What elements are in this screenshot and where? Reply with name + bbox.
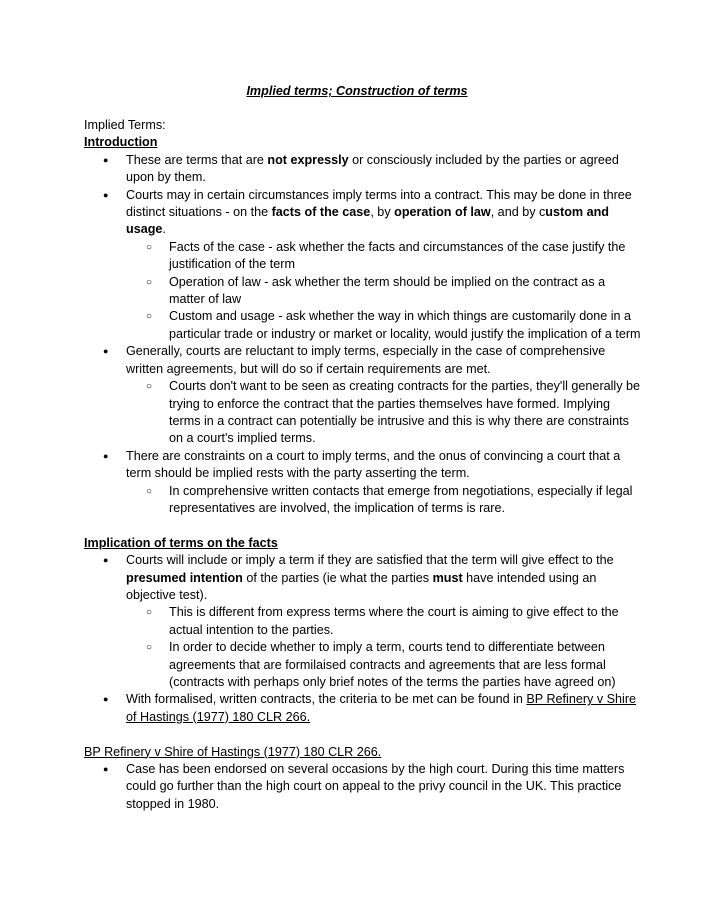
text-run: , and by c xyxy=(490,205,546,220)
text-run: Generally, courts are reluctant to imply terms, especially in the case of comprehensive written agreements, but will do so if certain requirements are met. xyxy=(126,344,606,376)
bp-refinery-list xyxy=(84,761,644,813)
bold-text: ustom and usage xyxy=(126,205,609,237)
list-item xyxy=(84,691,644,726)
sub-list xyxy=(126,239,644,343)
paragraph-gap xyxy=(84,517,644,534)
sub-list xyxy=(126,483,644,518)
text-run: Courts may in certain circumstances imply terms into a contract. This may be done in three distinct situations - on the xyxy=(126,187,632,220)
sub-list-item: ○ In order to decide whether to imply a term, courts tend to differentiate between agreements that are formilaised contracts and agreements that are less formal (contracts with perhaps only brief notes of the terms the parties have agreed on) xyxy=(126,639,644,691)
text-run: These are terms that are xyxy=(126,152,268,167)
bold-text: not expressly xyxy=(267,152,349,167)
bold-text: must xyxy=(432,570,463,585)
bold-text: presumed intention xyxy=(126,570,243,585)
list-item xyxy=(84,152,644,187)
sub-list-item: ○ Courts don't want to be seen as creating contracts for the parties, they'll generally be trying to enforce the contract that the parties themselves have formed. Implying terms in a contract can potentially be intrusive and this is why there are constraints on a court's implied terms. xyxy=(126,378,644,448)
list-item: ● Case has been endorsed on several occasions by the high court. During this time matters could go further than the high court on appeal to the privy council in the UK. This practice stopped in 1980. xyxy=(84,761,644,813)
sub-list xyxy=(126,378,644,448)
text-run: or consciously included by the parties or agreed upon by them. xyxy=(126,152,619,185)
document-title: Implied terms; Construction of terms xyxy=(246,84,468,98)
bold-text: facts of the case xyxy=(271,205,371,220)
text-run: have intended using an objective test). xyxy=(126,570,597,602)
sub-list-item: ○ This is different from express terms where the court is aiming to give effect to the actual intention to the parties. xyxy=(126,604,644,639)
list-item xyxy=(84,552,644,691)
list-item xyxy=(84,448,644,518)
sub-list-item: ○ Facts of the case - ask whether the facts and circumstances of the case justify the justification of the term xyxy=(126,239,644,274)
section-heading-introduction: Introduction xyxy=(84,135,158,150)
implication-list xyxy=(84,552,644,726)
introduction-list xyxy=(84,152,644,518)
paragraph-gap xyxy=(84,726,644,743)
text-run: There are constraints on a court to imply terms, and the onus of convincing a court that a term should be implied rests with the party asserting the term. xyxy=(126,448,621,481)
sub-list-item: ○ Custom and usage - ask whether the way in which things are customarily done in a particular trade or industry or market or locality, would justify the implication of a term xyxy=(126,308,644,343)
case-reference: BP Refinery v Shire of Hastings (1977) 180 CLR 266. xyxy=(126,692,637,724)
intro-label: Implied Terms: xyxy=(84,118,166,132)
list-item xyxy=(84,343,644,447)
bold-text: operation of law xyxy=(394,205,491,220)
text-run: of the parties (ie what the parties xyxy=(242,570,433,585)
text-run: . xyxy=(162,222,166,237)
sub-list-item: ○ In comprehensive written contacts that emerge from negotiations, especially if legal representatives are involved, the implication of terms is rare. xyxy=(126,483,644,518)
text-run: Courts will include or imply a term if they are satisfied that the term will give effect to the xyxy=(126,553,614,568)
sub-list-item: ○ Operation of law - ask whether the term should be implied on the contract as a matter of law xyxy=(126,274,644,309)
document-body xyxy=(84,117,644,813)
section-heading-bp-refinery: BP Refinery v Shire of Hastings (1977) 180 CLR 266. xyxy=(84,744,382,759)
text-run: , by xyxy=(370,205,395,220)
text-run: With formalised, written contracts, the criteria to be met can be found in xyxy=(126,692,527,707)
list-item xyxy=(84,187,644,344)
section-heading-implication-on-facts: Implication of terms on the facts xyxy=(84,535,278,550)
sub-list xyxy=(126,604,644,691)
